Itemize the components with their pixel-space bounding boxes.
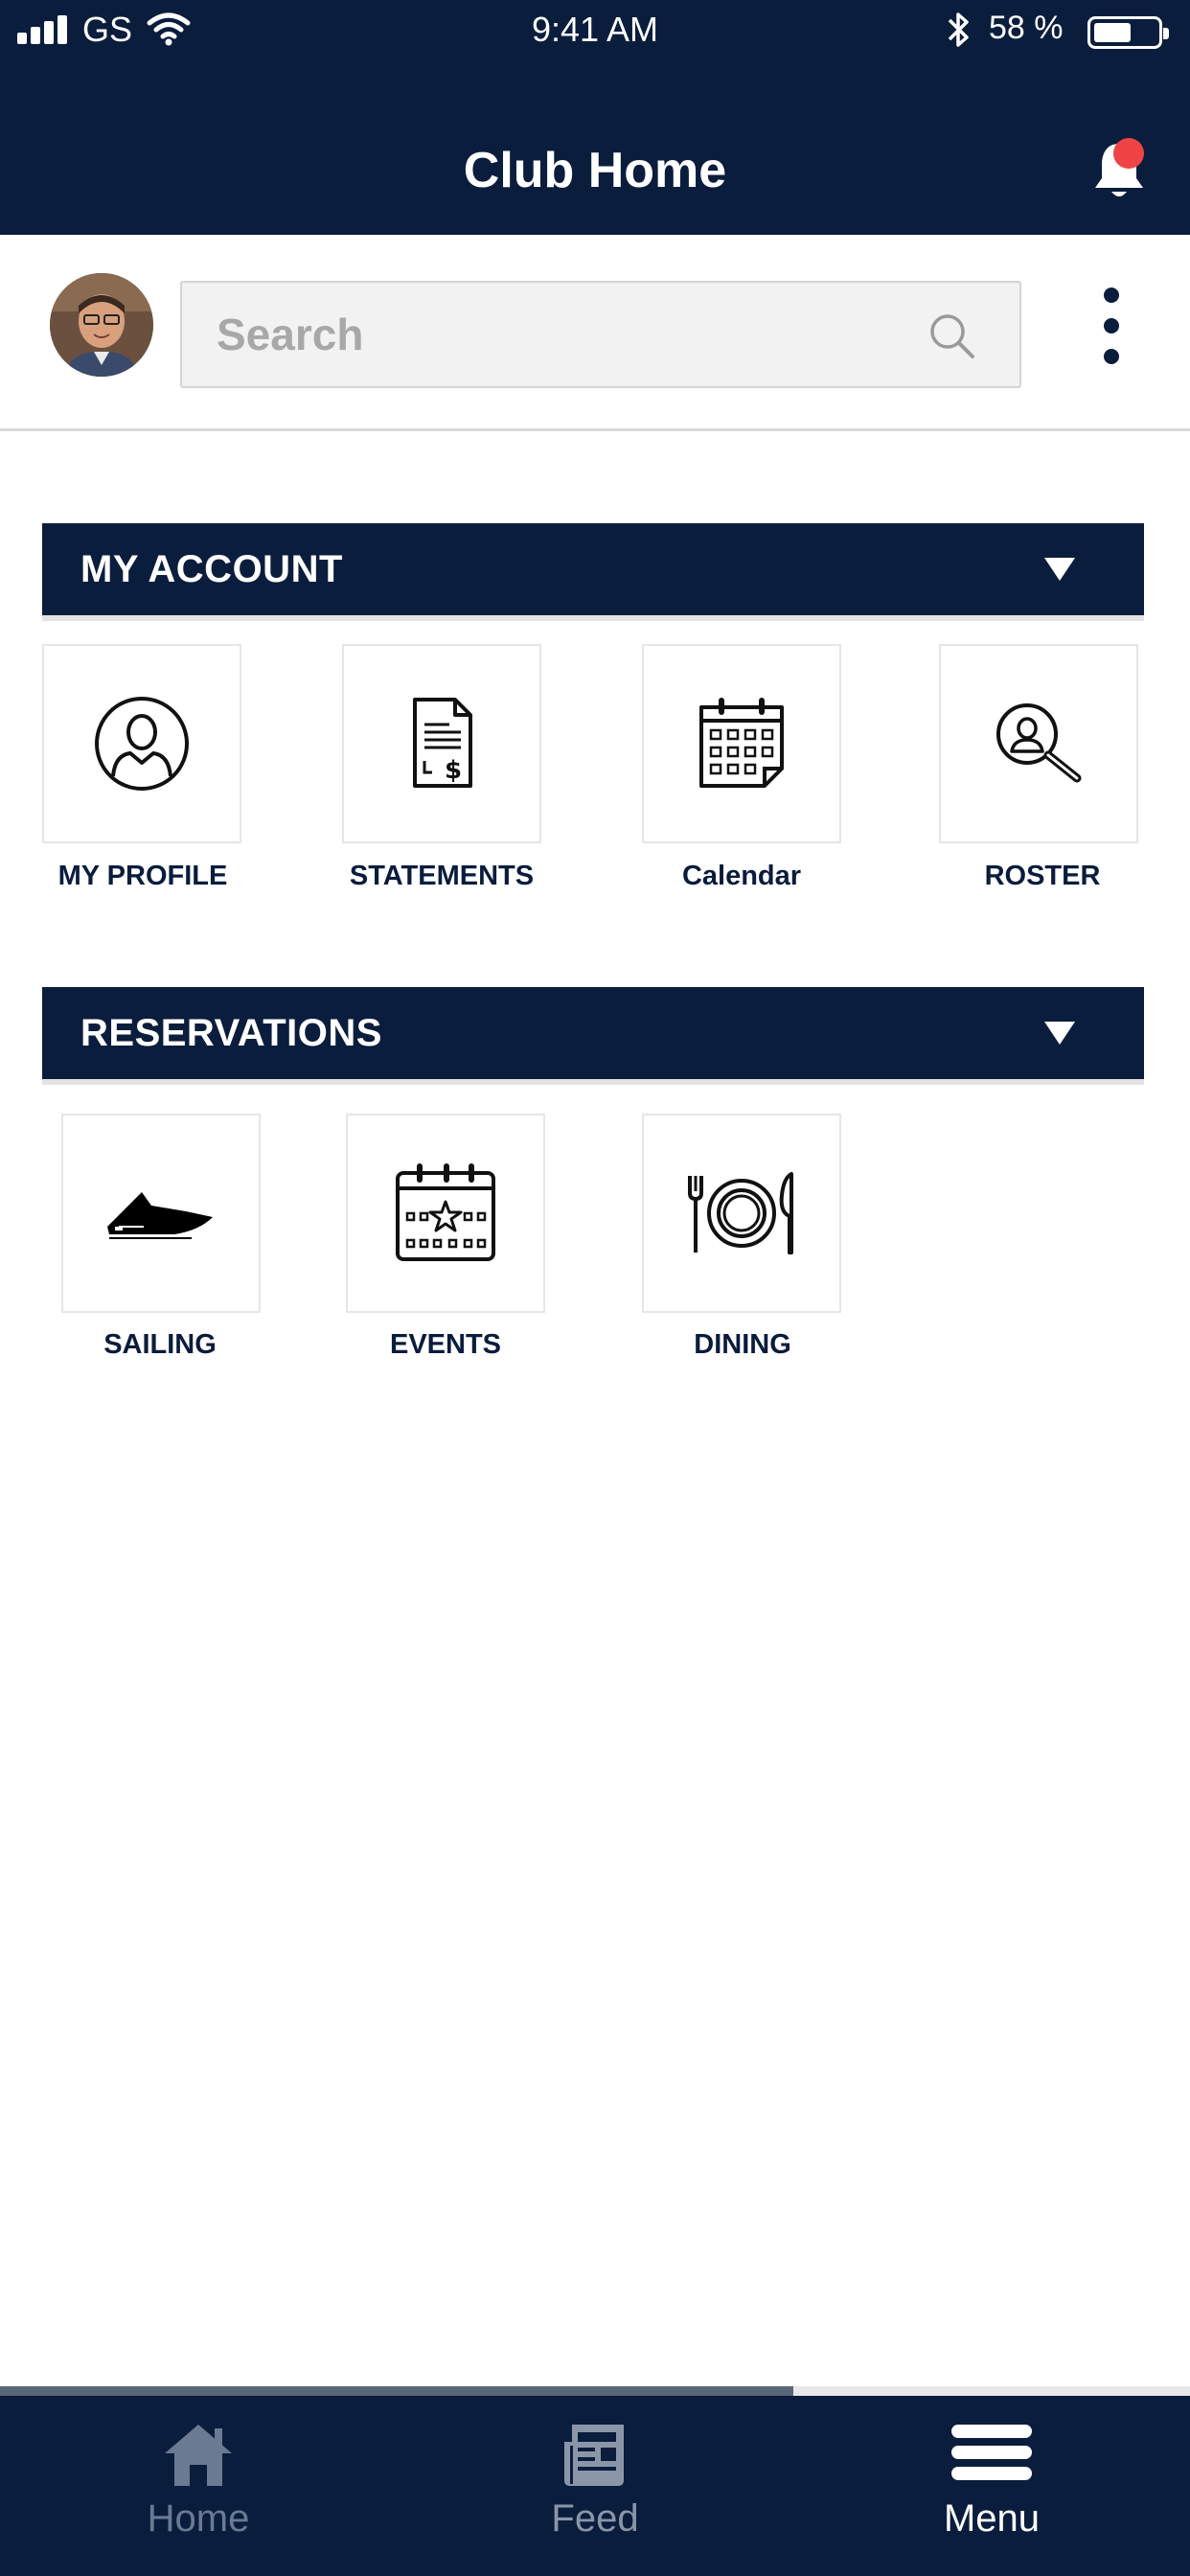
app-header bbox=[0, 0, 1190, 235]
plate-cutlery-icon bbox=[684, 1170, 799, 1256]
tile-statements[interactable] bbox=[342, 644, 541, 843]
tile-calendar[interactable] bbox=[642, 644, 841, 843]
tile-label[interactable]: DINING bbox=[694, 1329, 791, 1360]
tile-label[interactable]: Calendar bbox=[681, 861, 802, 891]
avatar[interactable] bbox=[50, 273, 153, 377]
scroll-indicator-fill bbox=[0, 2386, 793, 2396]
bottom-tab-bar bbox=[0, 2396, 1190, 2576]
search-input[interactable] bbox=[182, 283, 1019, 386]
tile-my-profile[interactable] bbox=[42, 644, 241, 843]
caret-down-icon[interactable] bbox=[1044, 558, 1075, 581]
statement-dollar-icon bbox=[392, 694, 492, 794]
tile-roster[interactable] bbox=[939, 644, 1138, 843]
section-reservations[interactable] bbox=[42, 987, 1144, 1079]
notification-badge bbox=[1113, 138, 1144, 169]
svg-text:$: $ bbox=[444, 756, 463, 785]
house-icon bbox=[161, 2421, 236, 2488]
caret-down-icon[interactable] bbox=[1044, 1022, 1075, 1045]
tile-dining[interactable] bbox=[642, 1114, 841, 1313]
carrier-name: GS bbox=[82, 10, 133, 49]
calendar-grid-icon bbox=[692, 694, 791, 794]
tile-sailing[interactable] bbox=[61, 1114, 261, 1313]
search-field[interactable] bbox=[180, 281, 1021, 388]
person-magnifier-icon bbox=[989, 694, 1088, 794]
hamburger-icon bbox=[950, 2421, 1034, 2484]
tile-label[interactable]: EVENTS bbox=[389, 1329, 502, 1360]
tab-label: Feed bbox=[551, 2497, 639, 2540]
bluetooth-icon bbox=[944, 10, 973, 50]
tab-menu[interactable] bbox=[793, 2396, 1190, 2576]
search-bar-row bbox=[0, 235, 1190, 431]
tile-label[interactable]: STATEMENTS bbox=[349, 861, 535, 891]
tile-label[interactable]: SAILING bbox=[103, 1329, 217, 1360]
section-title: RESERVATIONS bbox=[80, 1012, 382, 1054]
search-icon[interactable] bbox=[927, 311, 977, 361]
section-my-account[interactable] bbox=[42, 523, 1144, 615]
more-options-icon[interactable] bbox=[1092, 288, 1131, 383]
tab-home[interactable] bbox=[0, 2396, 397, 2576]
battery-icon bbox=[1087, 16, 1162, 49]
page-title: Club Home bbox=[463, 143, 727, 198]
tile-events[interactable] bbox=[346, 1114, 545, 1313]
newspaper-icon bbox=[561, 2421, 629, 2490]
tab-feed[interactable] bbox=[397, 2396, 793, 2576]
yacht-icon bbox=[105, 1184, 217, 1242]
calendar-star-icon bbox=[392, 1160, 499, 1267]
status-time: 9:41 AM bbox=[531, 10, 659, 49]
tab-label: Home bbox=[147, 2497, 250, 2540]
tile-label[interactable]: MY PROFILE bbox=[57, 861, 228, 891]
battery-percent: 58 % bbox=[989, 10, 1064, 46]
status-bar bbox=[0, 0, 1190, 61]
section-title: MY ACCOUNT bbox=[80, 548, 343, 590]
tile-label[interactable]: ROSTER bbox=[984, 861, 1101, 891]
tab-label: Menu bbox=[943, 2497, 1041, 2540]
page-scroll-indicator bbox=[0, 2386, 1190, 2396]
user-circle-icon bbox=[92, 694, 192, 794]
